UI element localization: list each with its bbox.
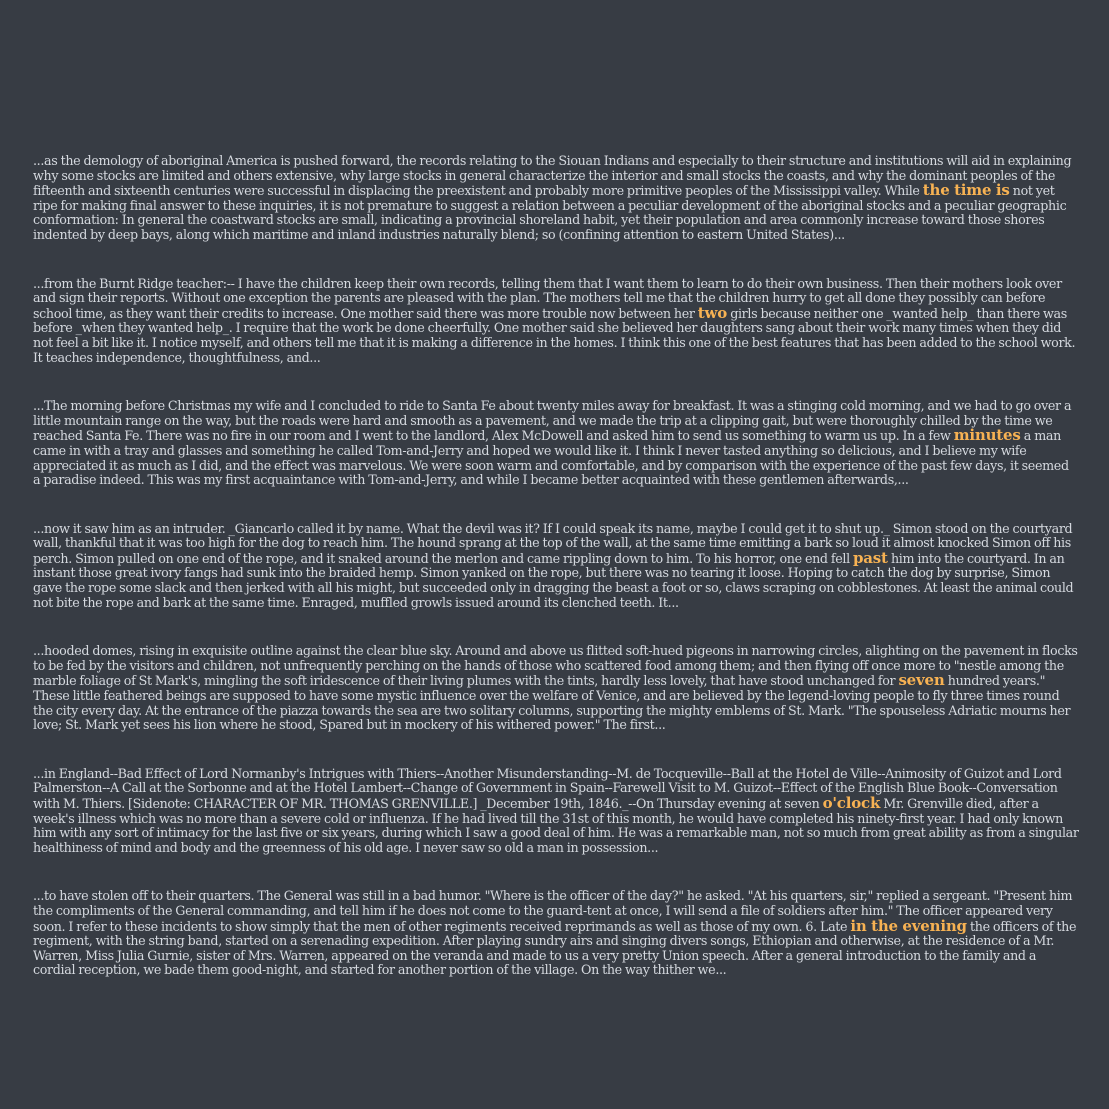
passage-1-text-before: ...as the demology of aboriginal America is pushed forward, the records relating to the Siouan Indians and especially to their structure and institutions will aid in explaining why some stocks are limited and others extensive, why large stocks in general characterize the interior and small stocks the coasts, and why the dominant peoples of the fifteenth and sixteenth centuries were successful in displacing the preexistent and probably more primitive peoples of the Mississippi valley. While bbox=[33, 153, 1072, 199]
document-page bbox=[33, 154, 1079, 1012]
passage-5-text-before: ...hooded domes, rising in exquisite outline against the clear blue sky. Around and above us flitted soft-hued pigeons in narrowing circles, alighting on the pavement in flocks to be fed by the visitors and children, not unfrequently perching on the hands of those who scattered food among them; and then flying off once more to "nestle among the marble foliage of St Mark's, mingling the soft iridescence of their living plumes with the tints, hardly less lovely, that have stood unchanged for bbox=[33, 643, 1078, 689]
passage-4 bbox=[33, 522, 1079, 611]
passage-1-text-after: not yet ripe for making final answer to these inquiries, it is not premature to suggest a relation between a peculiar development of the aboriginal stocks and a peculiar geographic conformation: In general the coastward stocks are small, indicating a provincial shoreland habit, yet their population and area commonly increase toward those shores indented by deep bays, along which maritime and inland industries naturally blend; so (confining attention to eastern United States)... bbox=[33, 183, 1067, 242]
passage-7 bbox=[33, 889, 1079, 978]
passage-1 bbox=[33, 154, 1079, 243]
passage-6-text-before: ...in England--Bad Effect of Lord Normanby's Intrigues with Thiers--Another Misunderstanding--M. de Tocqueville--Ball at the Hotel de Ville--Animosity of Guizot and Lord Palmerston--A Call at the Sorbonne and at the Hotel Lambert--Change of Government in Spain--Farewell Visit to M. Guizot--Effect of the English Blue Book--Conversation with M. Thiers. [Sidenote: CHARACTER OF MR. THOMAS GRENVILLE.] _December 19th, 1846._--On Thursday evening at seven bbox=[33, 765, 1062, 811]
passage-3-highlight: minutes bbox=[953, 426, 1021, 445]
passage-4-text-before: ...now it saw him as an intruder. _Giancarlo called it by name. What the devil was it? If I could speak its name, maybe I could get it to shut up._ Simon stood on the courtyard wall, thankful that it was too high for the dog to reach him. The hound sprang at the top of the wall, at the same time emitting a bark so loud it almost knocked Simon off his perch. Simon pulled on one end of the rope, and it snaked around the merlon and came rippling down to him. To his horror, one end fell bbox=[33, 520, 1073, 566]
passage-7-text-after: the officers of the regiment, with the string band, started on a serenading expedition. After playing sundry airs and singing divers songs, Ethiopian and otherwise, at the residence of a Mr. Warren, Miss Julia Gurnie, sister of Mrs. Warren, appeared on the veranda and made to us a very pretty Union speech. After a general introduction to the family and a cordial reception, we bade them good-night, and started for another portion of the village. On the way thither we... bbox=[33, 918, 1077, 978]
passage-2 bbox=[33, 277, 1079, 366]
passage-4-text-after: him into the courtyard. In an instant those great ivory fangs had sunk into the braided hemp. Simon yanked on the rope, but there was no tearing it loose. Hoping to catch the dog by surprise, Simon gave the rope some slack and then jerked with all his might, but succeeded only in dragging the beast a foot or so, claws scraping on cobblestones. At least the animal could not bite the rope and bark at the same time. Enraged, muffled growls issued around its clenched teeth. It... bbox=[33, 550, 1074, 610]
passage-5-text-after: hundred years." These little feathered beings are supposed to have some mystic influence over the welfare of Venice, and are believed by the legend-loving people to fly three times round the city every day. At the entrance of the piazza towards the sea are two solitary columns, supporting the mighty emblems of St. Mark. "The spouseless Adriatic mourns her love; St. Mark yet sees his lion where he stood, Spared but in mockery of his withered power." The first... bbox=[33, 673, 1071, 733]
passage-2-highlight: two bbox=[697, 303, 728, 322]
passage-7-highlight: in the evening bbox=[850, 916, 967, 935]
passage-5-highlight: seven bbox=[898, 671, 945, 690]
passage-3-text-after: a man came in with a tray and glasses and something he called Tom-and-Jerry and hoped we would like it. I think I never tasted anything so delicious, and I believe my wife appreciated it as much as I did, and the effect was marvelous. We were soon warm and comfortable, and by comparison with the experience of the past few days, it seemed a paradise indeed. This was my first acquaintance with Tom-and-Jerry, and while I became better acquainted with these gentlemen afterwards,... bbox=[33, 428, 1069, 488]
passage-2-text-after: girls because neither one _wanted help_ than there was before _when they wanted help_. I require that the work be done cheerfully. One mother said she believed her daughters sang about their work many times when they did not feel a bit like it. I notice myself, and others tell me that it is making a difference in the homes. I think this one of the best features that has been added to the school work. It teaches independence, thoughtfulness, and... bbox=[33, 305, 1076, 365]
passage-6-highlight: o'clock bbox=[822, 794, 881, 812]
passage-1-highlight: the time is bbox=[922, 181, 1010, 200]
passage-6-text-after: Mr. Grenville died, after a week's illness which was no more than a severe cold or influenza. If he had lived till the 31st of this month, he would have completed his ninety-first year. I had only known him with any sort of intimacy for the last five or six years, during which I saw a good deal of him. He was a remarkable man, not so much from great ability as from a singular healthiness of mind and body and the greenness of his old age. I never saw so old a man in possession... bbox=[33, 796, 1079, 855]
passage-2-text-before: ...from the Burnt Ridge teacher:-- I have the children keep their own records, telling them that I want them to learn to do their own business. Then their mothers look over and sign their reports. Without one exception the parents are pleased with the plan. The mothers tell me that the children hurry to get all done they possibly can before school time, as they want their credits to increase. One mother said there was more trouble now between her bbox=[33, 275, 1062, 321]
passage-3-text-before: ...The morning before Christmas my wife and I concluded to ride to Santa Fe about twenty miles away for breakfast. It was a stinging cold morning, and we had to go over a little mountain range on the way, but the roads were hard and smooth as a pavement, and we made the trip at a clipping gait, but were thoroughly chilled by the time we reached Santa Fe. There was no fire in our room and I went to the landlord, Alex McDowell and asked him to send us something to warm us up. In a few bbox=[33, 398, 1072, 444]
passage-7-text-before: ...to have stolen off to their quarters. The General was still in a bad humor. "Where is the officer of the day?" he asked. "At his quarters, sir," replied a sergeant. "Present him the compliments of the General commanding, and tell him if he does not come to the guard-tent at once, I will send a file of soldiers after him." The officer appeared very soon. I refer to these incidents to show simply that the men of other regiments received reprimands as well as those of my own. 6. Late bbox=[33, 888, 1073, 934]
passage-3 bbox=[33, 399, 1079, 488]
passage-5 bbox=[33, 644, 1079, 733]
passage-4-highlight: past bbox=[852, 548, 888, 567]
passage-6 bbox=[33, 767, 1079, 856]
